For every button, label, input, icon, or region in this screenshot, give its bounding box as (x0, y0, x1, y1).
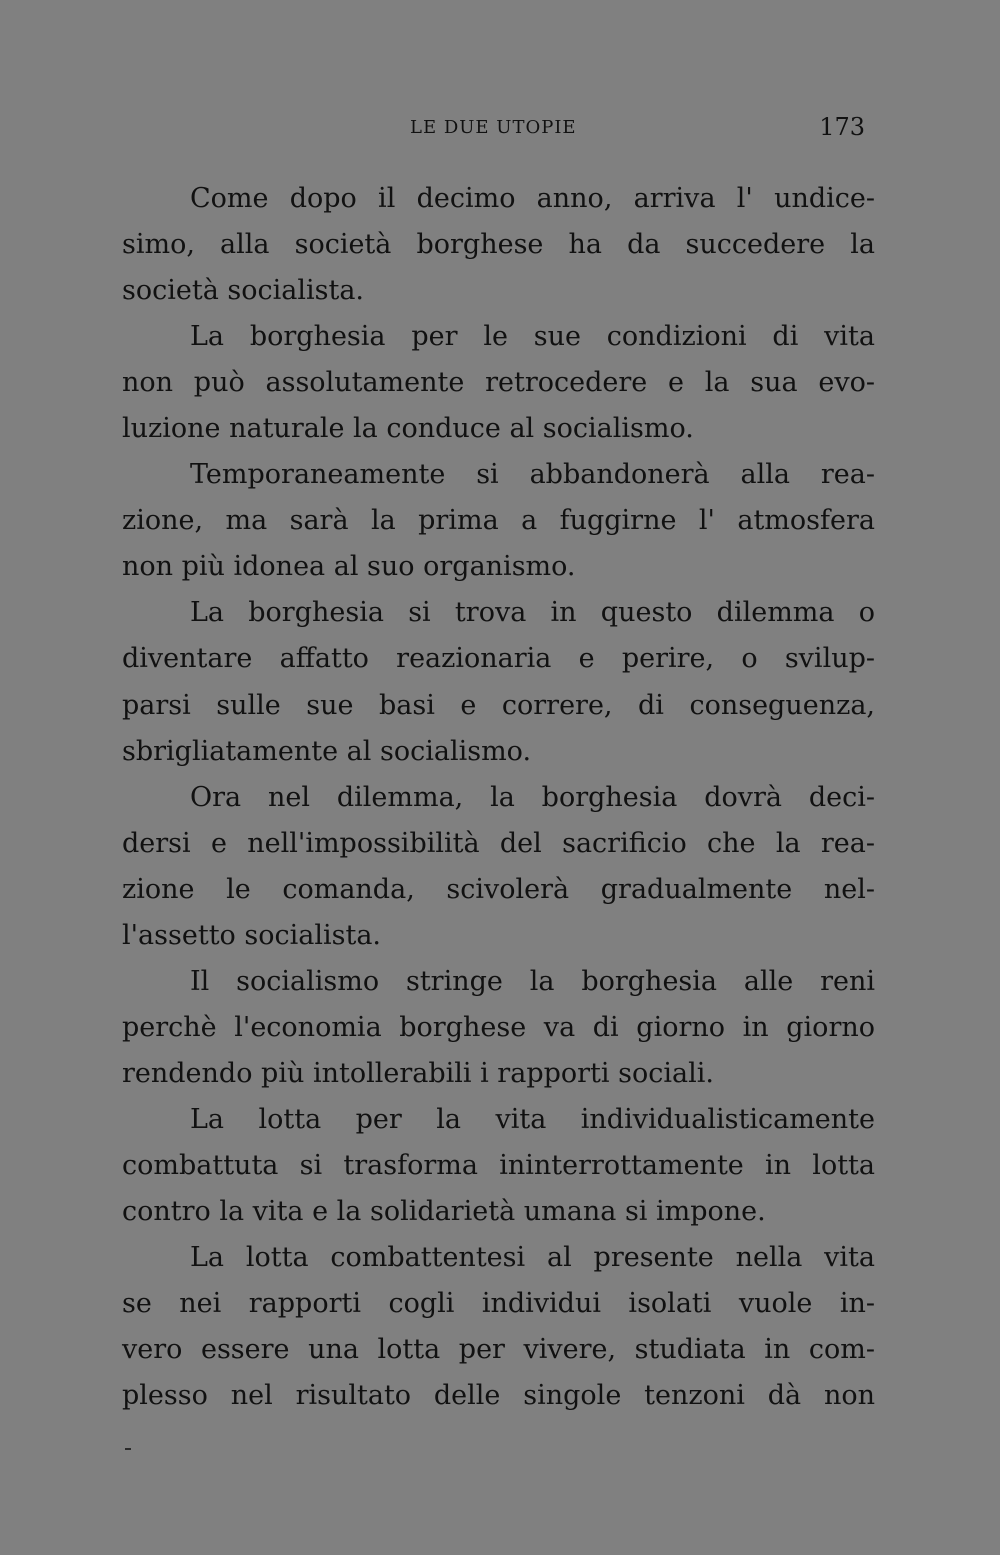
text-line: Ora nel dilemma, la borghesia dovrà deci- (190, 781, 875, 813)
text-line: l'assetto socialista. (122, 919, 382, 951)
text-line: vero essere una lotta per vivere, studiata in com- (122, 1334, 875, 1366)
text-line: simo, alla società borghese ha da succedere la (122, 229, 875, 261)
text-line: La borghesia per le sue condizioni di vita (190, 321, 875, 353)
text-line: se nei rapporti cogli individui isolati vuole in- (122, 1288, 875, 1320)
page-header (122, 113, 875, 149)
text-line: combattuta si trasforma ininterrottamente in lotta (122, 1149, 875, 1181)
text-line: perchè l'economia borghese va di giorno in giorno (122, 1011, 875, 1043)
running-title: LE DUE UTOPIE (410, 117, 577, 138)
text-line: La lotta per la vita individualisticamente (190, 1103, 875, 1135)
print-speck (125, 1448, 131, 1450)
text-line: Come dopo il decimo anno, arriva l' undice- (190, 183, 875, 214)
text-line: plesso nel risultato delle singole tenzoni dà non (122, 1380, 875, 1412)
text-line: società socialista. (122, 275, 364, 307)
text-line: luzione naturale la conduce al socialismo. (122, 413, 694, 445)
text-line: contro la vita e la solidarietà umana si impone. (122, 1196, 766, 1228)
text-line: non più idonea al suo organismo. (122, 551, 576, 583)
text-line: La lotta combattentesi al presente nella vita (190, 1242, 875, 1274)
body-text (122, 176, 875, 1419)
text-line: diventare affatto reazionaria e perire, o svilup- (122, 643, 875, 675)
text-line: zione, ma sarà la prima a fuggirne l' atmosfera (122, 505, 875, 537)
text-line: rendendo più intollerabili i rapporti sociali. (122, 1057, 714, 1089)
page-number: 173 (819, 113, 865, 141)
text-line: non può assolutamente retrocedere e la sua evo- (122, 367, 875, 399)
text-line: Il socialismo stringe la borghesia alle reni (190, 965, 875, 997)
text-line: Temporaneamente si abbandonerà alla rea- (190, 459, 875, 491)
text-line: La borghesia si trova in questo dilemma o (190, 597, 875, 629)
text-line: sbrigliatamente al socialismo. (122, 735, 532, 767)
text-line: parsi sulle sue basi e correre, di conseguenza, (122, 689, 875, 721)
text-line: dersi e nell'impossibilità del sacrificio che la rea- (122, 827, 875, 859)
text-line: zione le comanda, scivolerà gradualmente nel- (122, 873, 875, 905)
